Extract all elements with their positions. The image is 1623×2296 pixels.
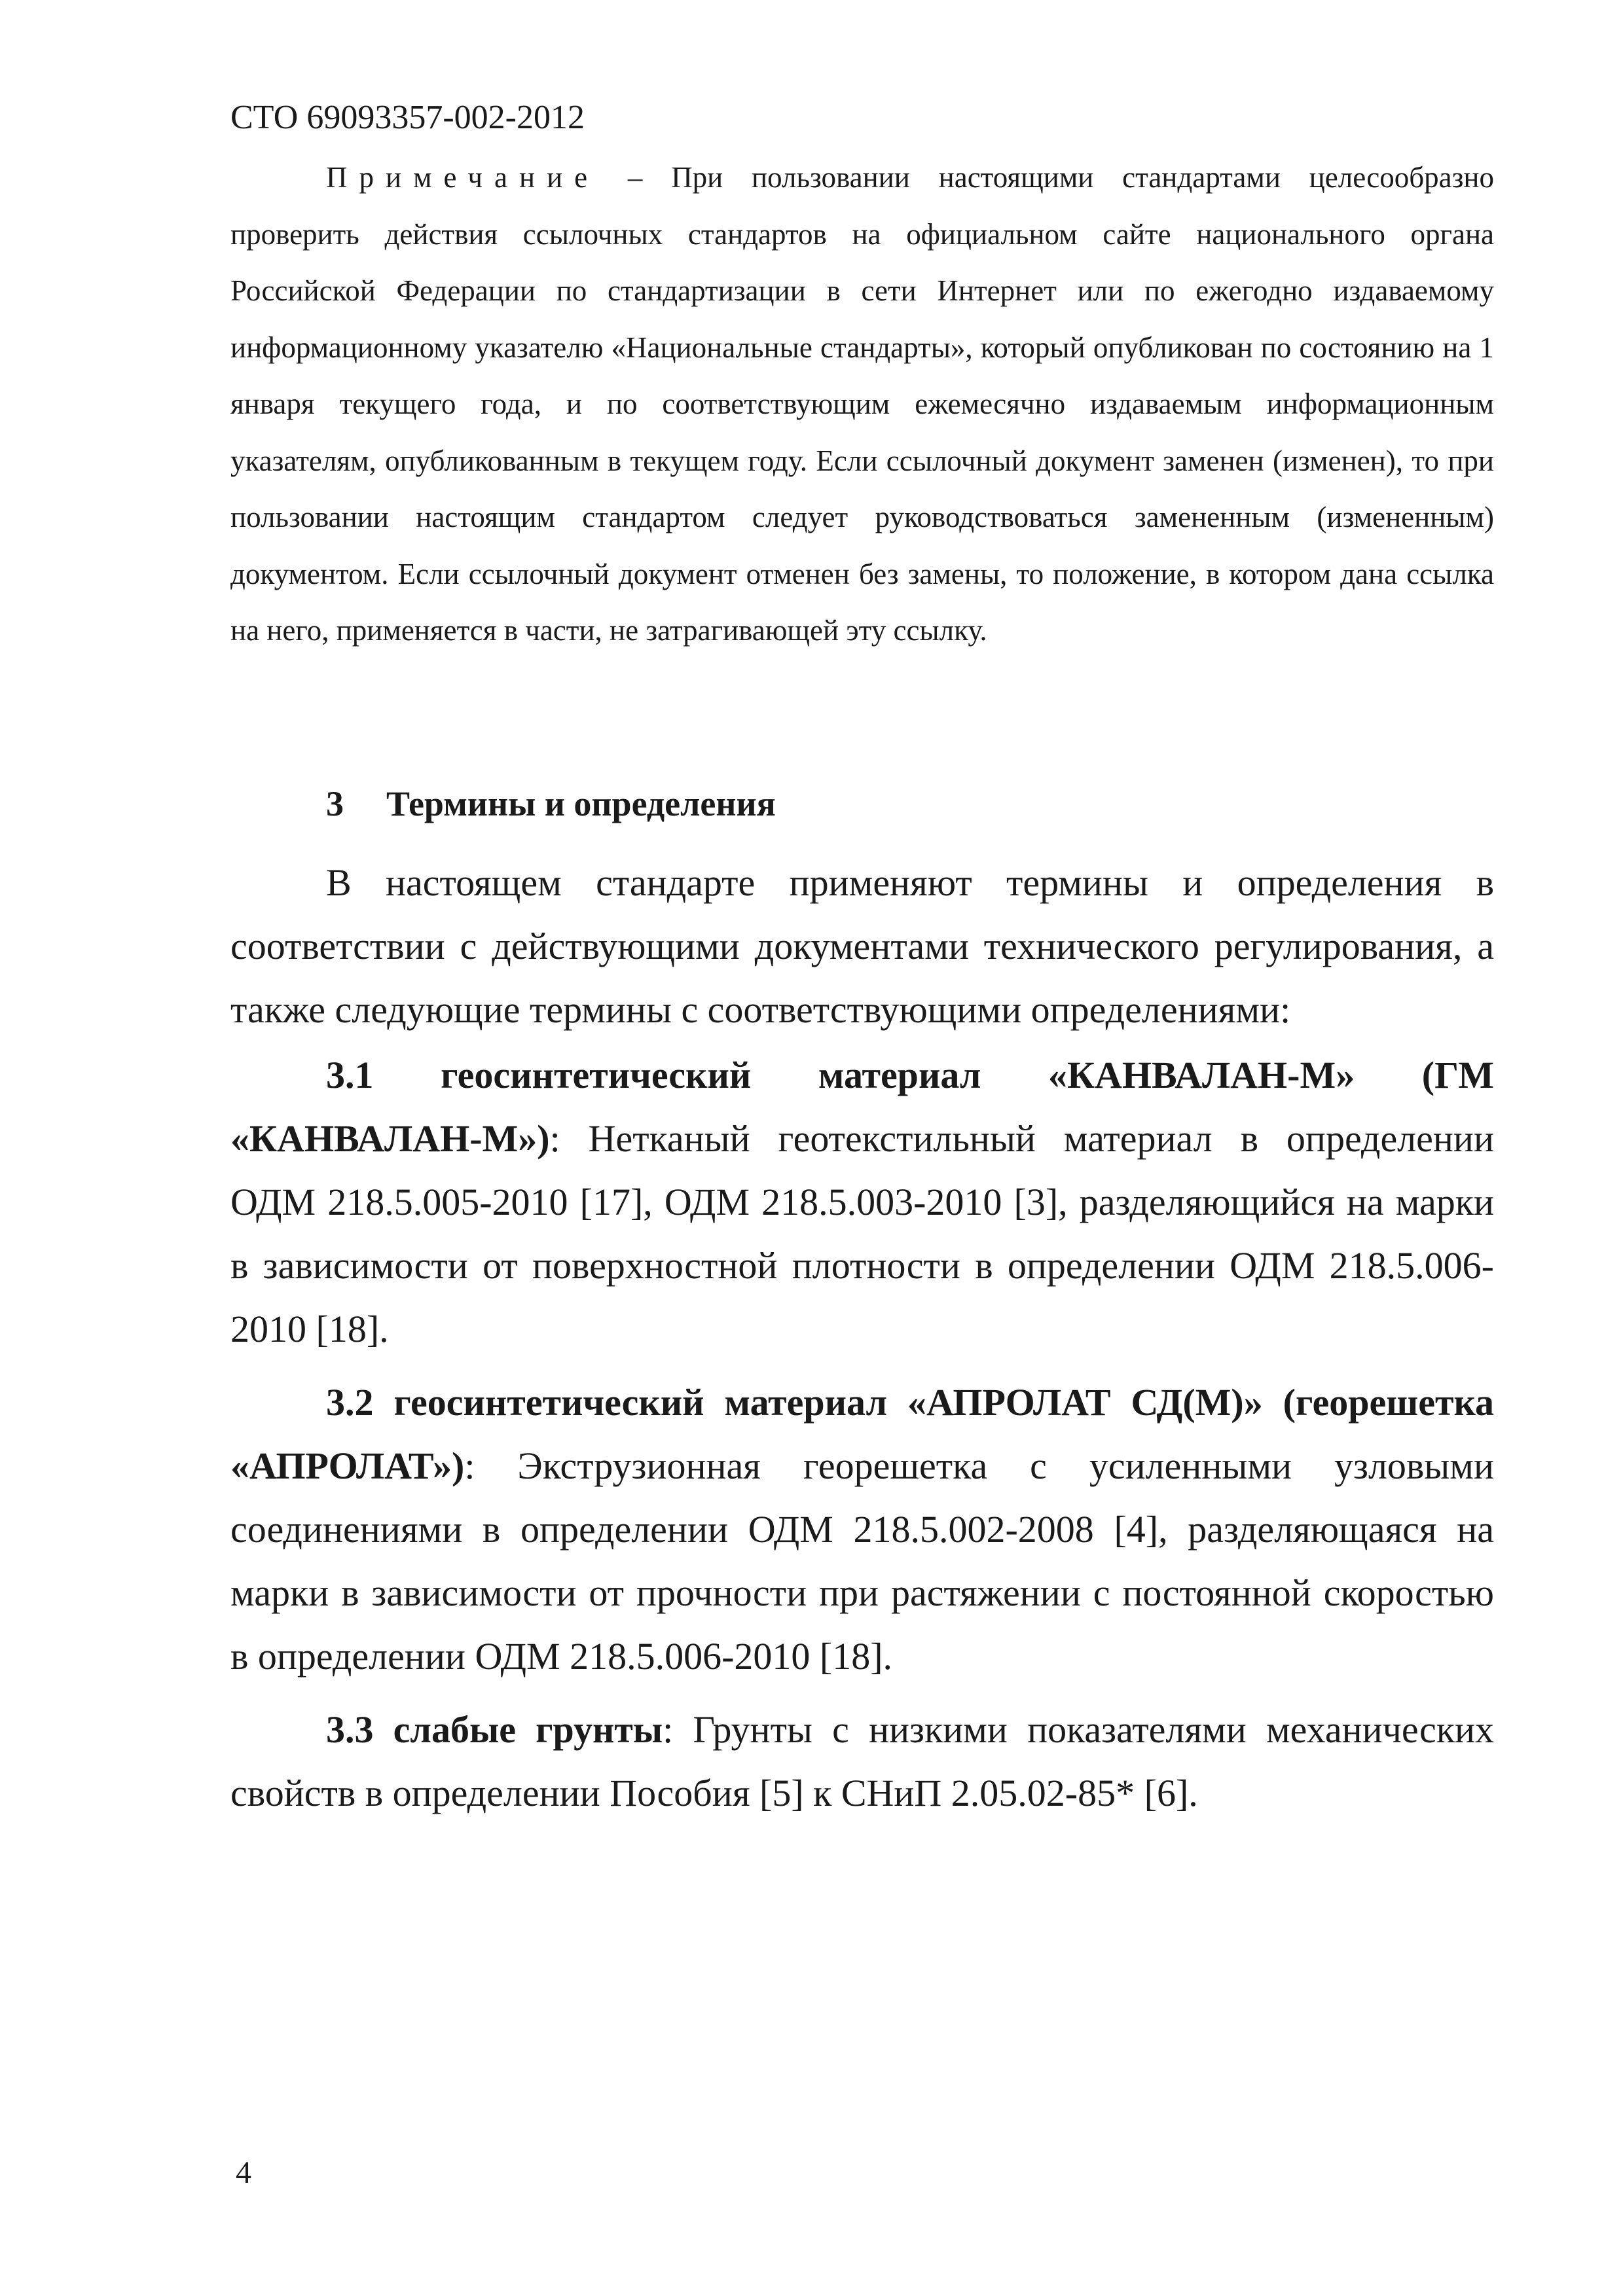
term-name: слабые грунты — [393, 1708, 663, 1751]
term-number: 3.1 — [326, 1054, 374, 1096]
term-definition-3-3 — [230, 1698, 1494, 1825]
document-code: СТО 69093357-002-2012 — [230, 99, 585, 136]
term-definition-3-1 — [230, 1043, 1494, 1361]
term-number: 3.2 — [326, 1381, 374, 1424]
note-text: – При пользовании настоящими стандартами целесообразно проверить действия ссылочных стандартов на официальном сайте национального органа Российской Федерации по стандартизации в сети Интернет или по ежегодно издаваемому информационному указателю «Национальные стандарты», который опубликован по состоянию на 1 января текущего года, и по соответствующим ежемесячно издаваемым информационным указателям, опубликованным в текущем году. Если ссылочный документ заменен (изменен), то при пользовании настоящим стандартом следует руководствоваться замененным (измененным) документом. Если ссылочный документ отменен без замены, то положение, в котором дана ссылка на него, применяется в части, не затрагивающей эту ссылку. — [230, 161, 1494, 647]
term-name: геосинтетический материал «АПРОЛАТ СД(М)» (георешетка «АПРОЛАТ») — [230, 1381, 1494, 1487]
section-intro: В настоящем стандарте применяют термины и определения в соответствии с действующими документами технического регулирования, а также следующие термины с соответствующими определениями: — [230, 861, 1494, 1031]
term-definition-3-2 — [230, 1371, 1494, 1688]
note-paragraph — [230, 149, 1494, 659]
note-label: Примечание — [326, 161, 600, 194]
section-title: Термины и определения — [386, 784, 776, 823]
term-name: геосинтетический материал «КАНВАЛАН-М» (ГМ «КАНВАЛАН-М») — [230, 1054, 1494, 1160]
section-heading — [326, 783, 776, 825]
term-definition-text: : Грунты с низкими показателями механических свойств в определении Пособия [5] к СНиП 2.05.02-85* [6]. — [230, 1708, 1494, 1814]
page-number: 4 — [236, 2155, 251, 2190]
term-definition-text: : Экструзионная георешетка с усиленными узловыми соединениями в определении ОДМ 218.5.002-2008 [4], разделяющаяся на марки в зависимости от прочности при растяжении с постоянной скоростью в определении ОДМ 218.5.006-2010 [18]. — [230, 1444, 1494, 1677]
section-number: 3 — [326, 784, 344, 823]
term-number: 3.3 — [326, 1708, 374, 1751]
term-definition-text: : Нетканый геотекстильный материал в определении ОДМ 218.5.005-2010 [17], ОДМ 218.5.003-2010 [3], разделяющийся на марки в зависимости от поверхностной плотности в определении ОДМ 218.5.006-2010 [18]. — [230, 1117, 1494, 1350]
